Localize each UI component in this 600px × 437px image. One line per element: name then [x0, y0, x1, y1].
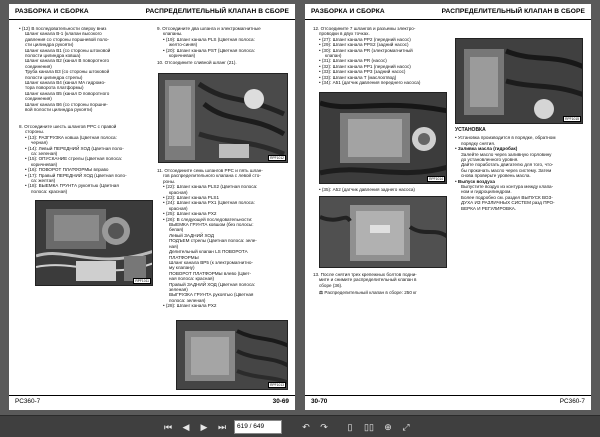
text-line: клапаны.: [163, 31, 183, 37]
text-line: • (22): Шланг канала PLS2 (Цветная полоса:: [163, 184, 258, 190]
text-line: тора поворота платформы): [25, 85, 84, 91]
text-line: полоса: красная): [31, 188, 68, 194]
text-line: давления со стороны поршневой поло-: [25, 36, 109, 42]
step-8: [19, 124, 149, 194]
text-line: желто-синяя): [169, 42, 198, 48]
viewer-toolbar: [0, 415, 600, 437]
text-line: до установленного уровня.: [461, 157, 519, 163]
text-line: бы прокачать масло через систему. Затем: [461, 167, 552, 173]
left-page: [9, 4, 295, 410]
installation-title: УСТАНОВКА: [455, 127, 486, 133]
text-line: полости цилиндра ковша): [25, 53, 81, 59]
text-line: • (27): Шланг канала PP2 (передний насос): [319, 36, 411, 42]
text-line: ВЫЕМКА ГРУНТА ковшом (без полосы:: [169, 222, 254, 228]
text-line: • (23): Шланг канала PLS1: [163, 195, 220, 201]
text-line: соединения): [25, 96, 52, 102]
text-line: са: зеленая): [31, 151, 58, 157]
text-line: полости цилиндра стрелы): [25, 74, 83, 80]
text-line: коричневая): [169, 53, 196, 59]
text-line: гов распределительного клапана с левой сто-: [163, 173, 261, 179]
page-number-input[interactable]: 619 / 649: [234, 420, 282, 434]
text-line: белая): [169, 227, 184, 233]
text-line: • (33): Шланг канала PP3 (задний насос): [319, 69, 406, 75]
forward-icon[interactable]: ↷: [320, 422, 328, 432]
text-line: • (19): Шланг канала PLS (Цветная полоса:: [163, 36, 255, 42]
photo-code: RPF1014: [429, 177, 443, 181]
text-line: мите и снимите распределительный клапан в: [319, 277, 417, 283]
text-line: сборе (36).: [319, 282, 343, 288]
photo-image: [320, 197, 447, 268]
weight-note: ⚖ Распределительный клапан в сборе: 250 кг: [319, 290, 417, 296]
text-line: соединения): [25, 63, 52, 69]
page-footer: [305, 395, 591, 405]
component-photo: [319, 196, 447, 268]
step-12-tail: [313, 187, 449, 192]
text-line: Более подробно см. раздел ВЫПУСК ВОЗ-: [461, 194, 553, 200]
text-line: • (20): Шланг канала PST (Цветная полоса:: [163, 47, 255, 53]
text-line: • (12) В последовательности сверху вниз: [19, 26, 107, 31]
single-page-icon[interactable]: ▯: [347, 422, 353, 432]
text-line: клапан): [325, 53, 342, 59]
text-line: ная полоса: красная): [169, 276, 215, 282]
step-12: [313, 26, 449, 85]
text-line: • (15): ОПУСКАНИЕ стрелы (Цветная полоса:: [25, 156, 123, 162]
component-photo: [35, 200, 153, 286]
text-line: • (26): В следующей последовательности:: [163, 216, 253, 222]
page-footer: [9, 395, 295, 405]
text-line: 10. Отсоедините сливной шланг (21).: [157, 60, 237, 66]
photo-image: [159, 74, 288, 163]
component-photo: [319, 92, 447, 184]
first-page-icon[interactable]: ⏮: [163, 422, 173, 432]
text-line: 9. Отсоедините два шланга и электромагнитные: [157, 26, 261, 31]
text-line: Шланг канала B-1 (клапан высокого: [25, 31, 102, 37]
steps-9-10: [157, 26, 292, 66]
photo-code: RPF1015: [565, 117, 579, 121]
text-line: • (33): Шланг канала T (маслоотвод): [319, 74, 397, 80]
text-line: Шланг канала B2 (канал B поворотного: [25, 58, 110, 64]
installation-section: [455, 128, 585, 211]
text-line: стороны.: [25, 129, 45, 135]
text-line: • (30): Шланг канала PR (электромагнитный: [319, 47, 413, 53]
text-line: • (32): Шланг канала PP1 (передний насос): [319, 63, 411, 69]
text-line: Делительный клапан LS ПОВОРОТА: [169, 249, 248, 255]
text-line: зеленая): [169, 286, 188, 292]
step-11: [157, 168, 293, 309]
text-line: Труба канала B3 (со стороны штоковой: [25, 69, 110, 75]
text-line: са: желтая): [31, 178, 56, 184]
text-line: 11. Отсоедините семь шлангов PPC и пять шлан-: [157, 168, 263, 173]
text-line: Шланг канала B1 (со стороны штоковой: [25, 47, 111, 53]
photo-image: [320, 93, 447, 184]
text-line: Шланг канала B6 (со стороны поршне-: [25, 101, 108, 107]
text-line: Дайте поработать двигателю для того, что-: [461, 162, 554, 168]
component-photo: [455, 38, 583, 124]
photo-image: [177, 321, 288, 390]
page-number: 30-70: [311, 398, 328, 405]
text-line: ДУХА ИЗ РАЗЛИЧНЫХ СИСТЕМ разд ПРО-: [461, 200, 555, 206]
left-column: [19, 26, 149, 113]
prev-page-icon[interactable]: ◀: [182, 422, 190, 432]
text-line: полоса: зеленая): [169, 297, 206, 303]
text-line: ВЕРКА И РЕГУЛИРОВКА.: [461, 205, 517, 211]
text-line: Правый ЗАДНИЙ ХОД (Цветная полоса:: [169, 281, 256, 287]
text-line: вой полости цилиндра рукояти): [25, 107, 93, 113]
back-icon[interactable]: ↶: [302, 422, 310, 432]
text-line: черная): [31, 140, 48, 146]
text-line: Шланг канала B4 (канал MA гидромо-: [25, 80, 106, 86]
text-line: Выпустите воздух из контура между клапа-: [461, 184, 554, 190]
text-line: • (18): ВЫЕМКА ГРУНТА рукоятью (Цветная: [25, 183, 119, 189]
text-line: му клапану): [169, 265, 195, 271]
model-code: PC360-7: [15, 398, 41, 405]
text-line: • (34): А51 (датчик давления переднего насоса): [319, 80, 421, 86]
text-line: • (29): Шланг канала PPS2 (задний насос): [319, 42, 409, 48]
text-line: сти цилиндра рукояти): [25, 42, 74, 48]
photo-code: RPF1012: [270, 156, 284, 160]
page-number: 30-69: [272, 398, 289, 405]
text-line: • Заливка масла (гидробак): [455, 146, 518, 152]
text-line: порядку снятия.: [461, 140, 496, 146]
text-line: ная): [169, 243, 179, 249]
section-title: РАЗБОРКА И СБОРКА: [15, 8, 89, 15]
photo-code: RPF1013: [270, 383, 284, 387]
last-page-icon[interactable]: ⏭: [217, 422, 227, 432]
text-line: Левый ЗАДНИЙ ХОД: [169, 232, 214, 238]
text-line: ВЫГРУЗКА ГРУНТА рукоятью (Цветная: [169, 292, 254, 298]
text-line: • (14): Левый ПЕРЕДНИЙ ХОД (Цветная поло-: [25, 145, 124, 151]
text-line: • (13): РАЗГРУЗКА ковша (Цветная полоса:: [25, 134, 117, 140]
text-line: 13. После снятия трех крепежных болтов подни-: [313, 272, 417, 277]
text-line: роны.: [163, 178, 176, 184]
page-header: [9, 7, 295, 20]
photo-code: RPF1011: [135, 279, 149, 283]
chapter-title: РАСПРЕДЕЛИТЕЛЬНЫЙ КЛАПАН В СБОРЕ: [441, 8, 585, 15]
text-line: 12. Отсоедините 7 шлангов и разъемы электро-: [313, 26, 416, 31]
text-line: красная): [169, 205, 188, 211]
photo-image: [36, 201, 153, 286]
model-code: PC360-7: [559, 398, 585, 405]
text-line: • (24): Шланг канала PX1 (Цветная полоса:: [163, 200, 255, 206]
text-line: • (17): Правый ПЕРЕДНИЙ ХОД (Цветная поло-: [25, 172, 127, 178]
text-line: • (28): Шланг канала PX2: [163, 303, 217, 309]
text-line: Шланг канала B5 (канал D поворотного: [25, 90, 110, 96]
text-line: коричневая): [31, 161, 58, 167]
fit-icon[interactable]: ⤢: [402, 422, 410, 432]
photo-image: [456, 39, 583, 124]
text-line: Шланг канала BP5 (к электромагнитно-: [169, 259, 253, 265]
text-line: • (31): Шланг канала PR (насос): [319, 58, 387, 64]
text-line: 8. Отсоедините шесть шлангов PPC с правой: [19, 124, 117, 129]
two-page-icon[interactable]: ▯▯: [364, 422, 374, 432]
weight-icon: ⚖: [319, 290, 325, 296]
zoom-icon[interactable]: ⊕: [384, 422, 392, 432]
next-page-icon[interactable]: ▶: [200, 422, 208, 432]
text-line: ном и гидроцилиндром.: [461, 189, 512, 195]
text-line: • (25): Шланг канала PX2: [163, 211, 217, 217]
text-line: ПОДЪЕМ стрелы (Цветная полоса: зеле-: [169, 238, 257, 244]
text-line: проводки в двух точках.: [319, 31, 370, 37]
step-13: [313, 272, 449, 296]
page-header: [305, 7, 591, 20]
text-line: ПЛАТФОРМЫ: [169, 254, 199, 260]
text-line: • Выпуск воздуха: [455, 178, 495, 184]
text-line: красная): [169, 189, 188, 195]
right-page: [305, 4, 591, 410]
text-line: снова проверьте уровень масла.: [461, 173, 531, 179]
text-line: • Установка производится в порядке, обратном: [455, 135, 556, 141]
chapter-title: РАСПРЕДЕЛИТЕЛЬНЫЙ КЛАПАН В СБОРЕ: [145, 8, 289, 15]
component-photo: [176, 320, 288, 390]
text-line: ПОВОРОТ ПЛАТФОРМЫ влево (Цвет-: [169, 270, 252, 276]
text-line: • (16): ПОВОРОТ ПЛАТФОРМЫ вправо: [25, 167, 109, 173]
text-line: • (35): А52 (датчик давления заднего насоса): [319, 187, 415, 192]
component-photo: [158, 73, 288, 163]
text-line: Залейте масло через заливную горловину: [461, 151, 552, 157]
section-title: РАЗБОРКА И СБОРКА: [311, 8, 385, 15]
